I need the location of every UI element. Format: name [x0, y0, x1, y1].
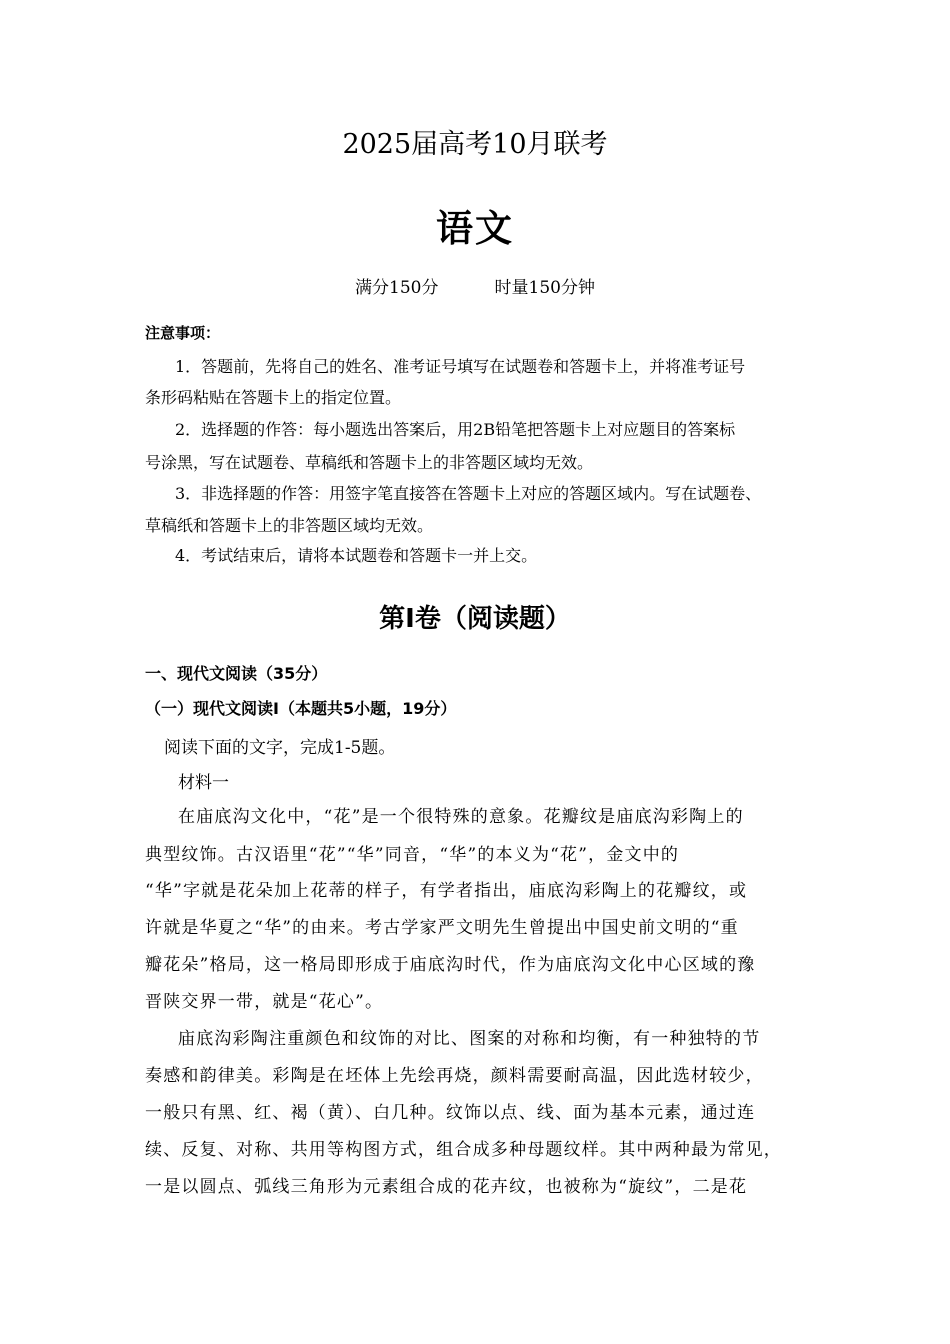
notice-line: 草稿纸和答题卡上的非答题区域均无效。 — [145, 516, 434, 535]
passage-line: 续、反复、对称、共用等构图方式，组合成多种母题纹样。其中两种最为常见， — [145, 1140, 782, 1160]
score-time-line — [0, 273, 950, 298]
passage-line: 在庙底沟文化中，“花”是一个很特殊的意象。花瓣纹是庙底沟彩陶上的 — [178, 807, 744, 827]
passage-line: 一般只有黑、红、褐（黄）、白几种。纹饰以点、线、面为基本元素，通过连 — [145, 1103, 756, 1123]
notice-line: 2．选择题的作答：每小题选出答案后，用2B铅笔把答题卡上对应题目的答案标 — [175, 420, 736, 439]
passage-line: 庙底沟彩陶注重颜色和纹饰的对比、图案的对称和均衡，有一种独特的节 — [178, 1029, 761, 1049]
full-score: 满分150分 — [355, 278, 439, 298]
time-limit: 时量150分钟 — [494, 278, 595, 298]
passage-line: 瓣花朵”格局，这一格局即形成于庙底沟时代，作为庙底沟文化中心区域的豫 — [145, 955, 756, 975]
material-label: 材料一 — [178, 773, 229, 793]
subject-title: 语文 — [436, 207, 514, 250]
instruction: 阅读下面的文字，完成1-5题。 — [164, 738, 396, 758]
passage-line: 奏感和韵律美。彩陶是在坯体上先绘再烧，颜料需要耐高温，因此选材较少， — [145, 1066, 764, 1086]
notice-label: 注意事项： — [145, 324, 221, 342]
passage-line: 一是以圆点、弧线三角形为元素组合成的花卉纹，也被称为“旋纹”，二是花 — [145, 1177, 748, 1197]
passage-line: 典型纹饰。古汉语里“花”“华”同音，“华”的本义为“花”，金文中的 — [145, 845, 680, 865]
notice-line: 号涂黑，写在试题卷、草稿纸和答题卡上的非答题区域均无效。 — [145, 453, 594, 472]
section-subheading: （一）现代文阅读Ⅰ（本题共5小题，19分） — [145, 699, 457, 718]
notice-line: 条形码粘贴在答题卡上的指定位置。 — [145, 388, 402, 407]
exam-title: 2025届高考10月联考 — [342, 129, 608, 160]
passage-line: “华”字就是花朵加上花蒂的样子，有学者指出，庙底沟彩陶上的花瓣纹，或 — [145, 881, 748, 901]
notice-line: 4．考试结束后，请将本试题卷和答题卡一并上交。 — [175, 546, 538, 565]
passage-line: 许就是华夏之“华”的由来。考古学家严文明先生曾提出中国史前文明的“重 — [145, 918, 739, 938]
notice-line: 3．非选择题的作答：用签字笔直接答在答题卡上对应的答题区域内。写在试题卷、 — [175, 484, 762, 503]
passage-line: 晋陕交界一带，就是“花心”。 — [145, 992, 384, 1012]
part-title: 第Ⅰ卷（阅读题） — [379, 604, 571, 634]
section-heading: 一、现代文阅读（35分） — [145, 664, 328, 683]
notice-line: 1．答题前，先将自己的姓名、准考证号填写在试题卷和答题卡上，并将准考证号 — [175, 357, 746, 376]
